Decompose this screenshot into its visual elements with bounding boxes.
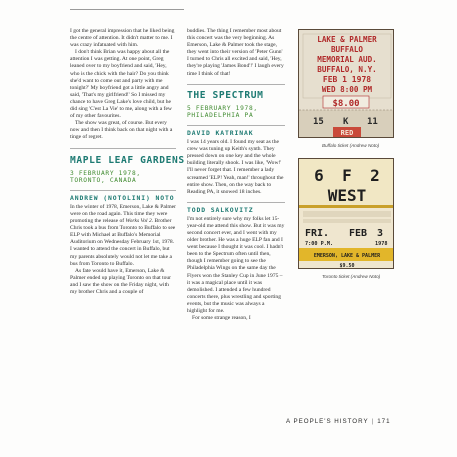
page-number: 171	[377, 418, 391, 425]
middle-intro: buddies. The thing I remember most about this concert was the very beginning. As Emerson, Lake & Palmer took the stage, they went into their version of 'Peter Gunn' I turned to Chris all excited and said, 'Hey, they're playing 'James Bond'!' I laugh every time I think of that!	[187, 28, 284, 77]
section-title-the-spectrum: THE SPECTRUM	[187, 89, 264, 101]
toronto-ticket-graphic	[299, 159, 394, 269]
buffalo-line-colour: RED	[340, 129, 354, 137]
toronto-ticket-image	[298, 158, 394, 269]
buffalo-line-price: $8.00	[332, 99, 360, 109]
noto-paragraph-1-b: . Brother Chris took a bus from Toronto to Buffalo to see ELP with Michael at Buffalo's Memorial Auditorium on Wednesday February 1st, 1978. I wanted to attend the concert in Buffalo, but my parents absolutely would not let me take a bus from Toronto to Buffalo.	[70, 218, 176, 267]
author-rule	[70, 190, 176, 191]
buffalo-line-section: 15	[313, 117, 324, 127]
author-todd-salkovitz: TODD SALKOVITZ	[187, 205, 254, 214]
author-david-katrinak: DAVID KATRINAK	[187, 129, 254, 138]
toronto-line-row: 6	[314, 166, 324, 185]
buffalo-line-band: LAKE & PALMER	[317, 35, 377, 44]
top-rule	[70, 9, 184, 10]
toronto-line-seat: 2	[370, 166, 380, 185]
salkovitz-paragraph-1: I'm not entirely sure why my folks let 15-year-old me attend this show. But it was my second concert ever, and I went with my older brother. He was a huge ELP fan and I went because I thought it was cool. I hadn't been to the Spectrum often until then, though I remember going to see the Philadelphia Wings on the same day the Flyers won the Stanley Cup in June 1975 – it was a magical place until it was demolished. I attended a few hundred concerts there, plus wrestling and sporting events, but the music was always a highlight for me.	[187, 215, 285, 315]
toronto-line-month: FEB	[349, 228, 368, 239]
author-rule-katrinak	[187, 125, 285, 126]
middle-column	[187, 28, 285, 322]
buffalo-ticket-image	[298, 29, 394, 138]
section-rule	[70, 148, 176, 149]
buffalo-line-venue: MEMORIAL AUD.	[317, 55, 377, 64]
katrinak-paragraph: I was 14 years old. I found my seat as the crew was tuning up Keith's synth. They pressed down on one key and the whole building literally shook. I was like, 'Wow!' I'll never forget that. I remember a lady screamed 'ELP! Yeah, man!' throughout the entire show. Then, on the way back to Reading PA, it snowed 18 inches.	[187, 139, 284, 195]
buffalo-ticket-caption: Buffalo ticket (Andrew Noto)	[322, 143, 380, 148]
page-footer	[286, 418, 391, 425]
toronto-line-section: F	[342, 166, 352, 185]
buffalo-line-date: FEB 1 1978	[322, 75, 372, 84]
footer-separator: |	[371, 418, 375, 425]
section-date-philadelphia: 5 FEBRUARY 1978, PHILADELPHIA PA	[187, 104, 258, 119]
author-rule-salkovitz	[187, 202, 285, 203]
toronto-line-year: 1978	[375, 241, 388, 247]
section-date-toronto: 3 FEBRUARY 1978, TORONTO, CANADA	[70, 169, 141, 184]
toronto-line-time: 7:00 P.M.	[305, 241, 334, 247]
left-column	[70, 28, 185, 296]
noto-paragraph-2: As fate would have it, Emerson, Lake & Palmer ended up playing Toronto on that tour and I saw the show on the Friday night, with my brother Chris and a couple of	[70, 267, 172, 296]
album-title-works-vol-2: Works Vol 2	[125, 218, 152, 225]
toronto-ticket-caption: Toronto ticket (Andrew Noto)	[322, 274, 381, 279]
salkovitz-paragraph-2: For some strange reason, I	[192, 315, 251, 322]
toronto-line-date: 3	[377, 228, 384, 239]
section-title-maple-leaf-gardens: MAPLE LEAF GARDENS	[70, 154, 185, 166]
toronto-line-day: FRI.	[305, 228, 330, 239]
left-paragraph-3: The show was great, of course. But every now and then I think back on that night with a tinge of regret.	[70, 120, 173, 141]
toronto-line-side: WEST	[327, 186, 367, 205]
buffalo-line-seat: 11	[367, 117, 378, 127]
author-andrew-noto: ANDREW (NOTOLINI) NOTO	[70, 193, 175, 202]
noto-paragraph-1-a: In the winter of 1978, Emerson, Lake & Palmer were on the road again. This time they were promoting the release of	[70, 203, 176, 225]
running-footer-title: A PEOPLE'S HISTORY	[286, 418, 369, 425]
toronto-line-band: EMERSON, LAKE & PALMER	[313, 253, 381, 259]
buffalo-line-row: K	[343, 117, 349, 127]
buffalo-line-time: WED 8:00 PM	[321, 85, 373, 94]
noto-paragraph-1	[70, 204, 176, 268]
buffalo-ticket-graphic	[299, 30, 394, 138]
left-paragraph-2: I don't think Brian was happy about all the attention I was getting. At one point, Greg leaned over to my boyfriend and said, 'Hey, who is the chick with the hair? Do you think she'd want to come out and party with me tonight?' My boyfriend got a little angry and said, 'That's my girlfriend!' So I missed my chance to have Greg Lake's love child, but he did sing 'C'est La Vie' to me, along with a few of my other favourites.	[70, 49, 172, 120]
toronto-line-price: $9.50	[339, 263, 355, 269]
section-rule-spectrum	[187, 84, 285, 85]
buffalo-line-city: BUFFALO	[330, 45, 364, 54]
left-paragraph-1: I got the general impression that he liked being the centre of attention. It didn't matter to me. I was crazy infatuated with him.	[70, 28, 175, 49]
buffalo-line-location: BUFFALO, N.Y.	[317, 65, 377, 74]
